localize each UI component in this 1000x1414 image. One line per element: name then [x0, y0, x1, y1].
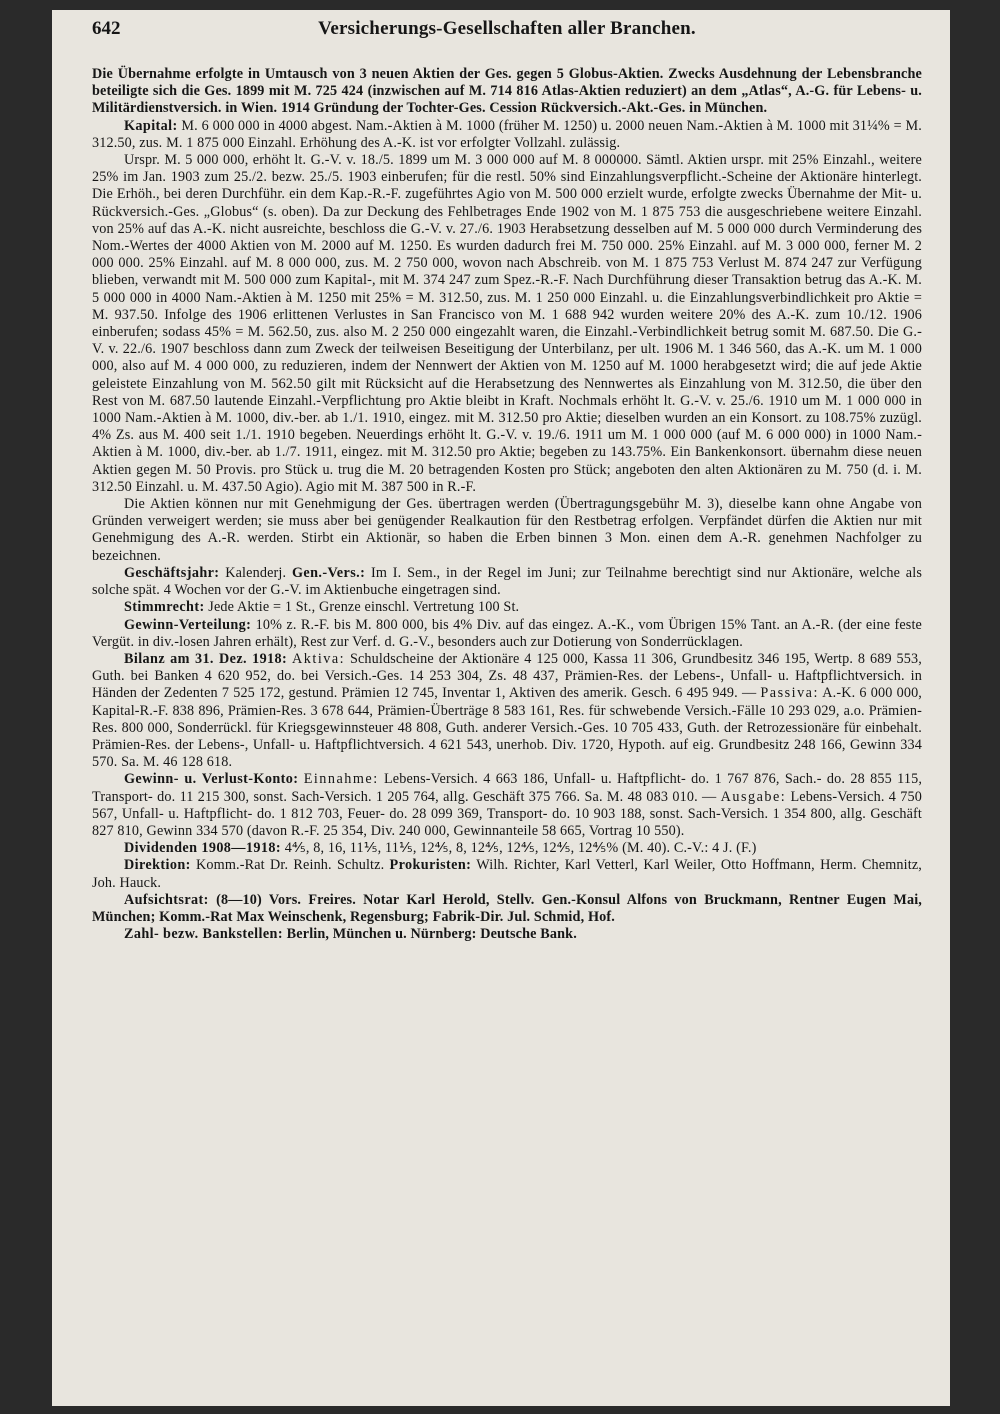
zahlstellen-paragraph	[92, 926, 922, 943]
kapital-text: M. 6 000 000 in 4000 abgest. Nam.-Aktien à M. 1000 (früher M. 1250) u. 2000 neuen Nam.-Aktien à M. 1000 mit 31¼% = M. 312.50, zus. M. 1 875 000 Einzahl. Erhöhung des A.-K. ist vor erfolgter Vollzahl. zulässig.	[92, 117, 922, 151]
stimmrecht-text: Jede Aktie = 1 St., Grenze einschl. Vertretung 100 St.	[204, 599, 520, 616]
gewinn-verteilung-label: Gewinn-Verteilung:	[124, 616, 252, 633]
ausgabe-label: Ausgabe:	[720, 788, 787, 805]
geschaeftsjahr-label: Geschäftsjahr:	[124, 564, 220, 581]
passiva-label: Passiva:	[760, 685, 819, 702]
history-paragraph-1: Urspr. M. 5 000 000, erhöht lt. G.-V. v. 18./5. 1899 um M. 3 000 000 auf M. 8 000000. Sämtl. Aktien urspr. mit 25% Einzahl., weitere 25% im Jan. 1903 zum 25./2. bezw. 25./5. 1903 einberufen; für die restl. 50% sind Einzahlungsverpflicht.-Scheine der Aktionäre hinterlegt. Die Erhöh., bei deren Durchführ. ein dem Kap.-R.-F. zugeführtes Agio von M. 500 000 erzielt wurde, erfolgte zwecks Übernahme der Mit- u. Rückversich.-Ges. „Globus“ (s. oben). Da zur Deckung des Fehlbetrages Ende 1902 von M. 1 875 753 die ausgeschriebene weitere Einzahl. von 25% auf das A.-K. nicht ausreichte, beschloss die G.-V. v. 27./6. 1903 Herabsetzung desselben auf M. 5 000 000 durch Verminderung des Nom.-Wertes der 4000 Aktien von M. 2000 auf M. 1250. Es wurden dadurch frei M. 750 000. 25% Einzahl. auf M. 3 000 000, ferner M. 2 000 000. 25% Einzahl. auf M. 8 000 000, zus. M. 2 750 000, wovon nach Abschreib. von M. 1 875 753 Verlust M. 874 247 zur Verfügung blieben, verwandt mit M. 500 000 zum Kapital-, mit M. 374 247 zum Spez.-R.-F. Nach Durchführung dieser Transaktion betrug das A.-K. M. 5 000 000 in 4000 Nam.-Aktien à M. 1250 mit 25% = M. 312.50, zus. M. 1 250 000 Einzahl. u. die Einzahlungsverbindlichkeit pro Aktie = M. 937.50. Infolge des 1906 erlittenen Verlustes in San Francisco von M. 1 688 942 wurden weitere 20% des A.-K. zum 10./12. 1906 einberufen; sodass 45% = M. 562.50, zus. also M. 2 250 000 eingezahlt waren, die Einzahl.-Verbindlichkeit betrug somit M. 687.50. Die G.-V. v. 22./6. 1907 beschloss dann zum Zweck der teilweisen Beseitigung der Unterbilanz, per ult. 1906 M. 1 346 560, das A.-K. um M. 1 000 000, also auf M. 4 000 000, zu reduzieren, indem der Nennwert der Aktien von M. 1250 auf M. 1000 herabgesetzt wird; die auf jede Aktie geleistete Einzahlung von M. 562.50 gilt mit Rücksicht auf die Herabsetzung des Nennwertes als Einzahlung von M. 312.50, die über den Rest von M. 687.50 lautende Einzahl.-Verpflichtung pro Aktie bleibt in Kraft. Nochmals erhöht lt. G.-V. v. 25./6. 1910 um M. 1 000 000 in 1000 Nam.-Aktien à M. 1000, div.-ber. ab 1./1. 1910, eingez. mit M. 312.50 pro Aktie; dieselben wurden an ein Konsort. zu 108.75% zuzügl. 4% Zs. aus M. 400 seit 1./1. 1910 begeben. Neuerdings erhöht lt. G.-V. v. 19./6. 1911 um M. 1 000 000 (auf M. 6 000 000) in 1000 Nam.-Aktien à M. 1000, div.-ber. ab 1./7. 1911, eingez. mit M. 312.50 pro Aktie; begeben zu 143.75%. Ein Bankenkonsort. übernahm diese neuen Aktien gegen M. 50 Provis. pro Stück u. trug die M. 20 betragenden Kosten pro Stück; angeboten den alten Aktionären zu M. 750 (d. i. M. 312.50 Einzahl. u. M. 437.50 Agio). Agio mit M. 387 500 in R.-F.	[92, 152, 922, 495]
gen-vers-label: Gen.-Vers.:	[291, 564, 366, 581]
prokuristen-label: Prokuristen:	[389, 857, 472, 874]
zahlstellen-text: Berlin, München u. Nürnberg: Deutsche Bank.	[282, 926, 577, 943]
aktiva-label: Aktiva:	[292, 650, 346, 667]
guv-paragraph	[92, 771, 922, 840]
prokuristen-text: Wilh. Richter, Karl Vetterl, Karl Weiler, Otto Hoffmann, Herm. Chemnitz, Joh. Hauck.	[92, 857, 922, 891]
guv-label: Gewinn- u. Verlust-Konto:	[124, 771, 299, 788]
direktion-label: Direktion:	[124, 857, 191, 874]
scanned-page	[52, 10, 950, 1406]
geschaeftsjahr-paragraph	[92, 565, 922, 599]
gen-vers-text: Im I. Sem., in der Regel im Juni; zur Teilnahme berechtigt sind nur Aktionäre, welche als solche spät. 4 Wochen vor der G.-V. im Aktienbuche eingetragen sind.	[92, 564, 923, 599]
kapital-paragraph	[92, 118, 922, 152]
aufsichtsrat-paragraph	[92, 892, 922, 926]
running-title: Versicherungs-Gesellschaften aller Branchen.	[318, 18, 696, 39]
dividenden-label: Dividenden 1908—1918:	[124, 840, 281, 857]
direktion-text: Komm.-Rat Dr. Reinh. Schultz.	[190, 857, 390, 874]
einnahme-label: Einnahme:	[303, 771, 379, 788]
direktion-paragraph	[92, 857, 922, 891]
gewinn-verteilung-paragraph	[92, 617, 922, 651]
kapital-label: Kapital:	[124, 117, 178, 134]
dividenden-text: 4⅘, 8, 16, 11⅕, 11⅕, 12⅘, 8, 12⅘, 12⅘, 12⅘, 12⅘% (M. 40). C.-V.: 4 J. (F.)	[281, 840, 757, 857]
aufsichtsrat-label: Aufsichtsrat:	[124, 891, 209, 908]
stimmrecht-paragraph	[92, 599, 922, 616]
page-number: 642	[92, 18, 121, 39]
page-header	[92, 18, 922, 40]
history-paragraph-2: Die Aktien können nur mit Genehmigung der Ges. übertragen werden (Übertragungsgebühr M. 3), dieselbe kann ohne Angabe von Gründen verweigert werden; sie muss aber bei genügender Realkaution für den Restbetrag erfolgen. Verpfändet dürfen die Aktien nur mit Genehmigung des A.-R. werden. Stirbt ein Aktionär, so haben die Erben binnen 3 Mon. einen dem A.-R. genehmen Nachfolger zu bezeichnen.	[92, 496, 922, 564]
bilanz-label: Bilanz am 31. Dez. 1918:	[124, 650, 288, 667]
intro-paragraph: Die Übernahme erfolgte in Umtausch von 3 neuen Aktien der Ges. gegen 5 Globus-Aktien. Zwecks Ausdehnung der Lebensbranche beteiligte sich die Ges. 1899 mit M. 725 424 (inzwischen auf M. 714 816 Atlas-Aktien reduziert) an dem „Atlas“, A.-G. für Lebens- u. Militärdienstversich. in Wien. 1914 Gründung der Tochter-Ges. Cession Rückversich.-Akt.-Ges. in München.	[92, 66, 922, 117]
einnahme-text: Lebens-Versich. 4 663 186, Unfall- u. Haftpflicht- do. 1 767 876, Sach.- do. 28 855 115, Transport- do. 11 215 300, sonst. Sach-Versich. 1 205 764, allg. Geschäft 375 766. Sa. M. 48 083 010. —	[92, 771, 923, 805]
passiva-text: A.-K. 6 000 000, Kapital-R.-F. 838 896, Prämien-Res. 3 678 644, Prämien-Überträge 8 583 161, Res. für schwebende Versich.-Fälle 10 293 029, a.o. Prämien-Res. 800 000, Sonderrückl. für Kriegsgewinnsteuer 48 808, Guth. anderer Versich.-Ges. 10 705 433, Guth. der Retrozessionäre für einbehalt. Prämien-Res. der Lebens-, Unfall- u. Haftpflichtversich. 4 621 543, unerhob. Div. 1720, Hypoth. auf eig. Grundbesitz 248 166, Gewinn 334 570. Sa. M. 46 128 618.	[92, 685, 923, 771]
dividenden-paragraph	[92, 840, 922, 857]
bilanz-paragraph	[92, 651, 922, 771]
aufsichtsrat-text: (8—10) Vors. Freires. Notar Karl Herold, Stellv. Gen.-Konsul Alfons von Bruckmann, Rentner Eugen Mai, München; Komm.-Rat Max Weinschenk, Regensburg; Fabrik-Dir. Jul. Schmid, Hof.	[92, 891, 922, 925]
aktiva-text: Schuldscheine der Aktionäre 4 125 000, Kassa 11 306, Grundbesitz 346 195, Wertp. 8 689 553, Guth. bei Banken 4 620 952, do. bei Versich.-Ges. 14 253 304, Zs. 48 437, Prämien-Res. der Lebens-, Unfall- u. Haftpflichtversich. in Händen der Zedenten 7 525 172, gestund. Prämien 12 745, Inventar 1, Aktiven des amerik. Gesch. 6 495 949. —	[92, 650, 922, 702]
zahlstellen-label: Zahl- bezw. Bankstellen:	[124, 926, 283, 943]
stimmrecht-label: Stimmrecht:	[124, 599, 205, 616]
geschaeftsjahr-text: Kalenderj.	[219, 564, 292, 581]
gewinn-verteilung-text: 10% z. R.-F. bis M. 800 000, bis 4% Div. auf das eingez. A.-K., vom Übrigen 15% Tant. an A.-R. (der eine feste Vergüt. in div.-losen Jahren erhält), Rest zur Verf. d. G.-V., besonders auch zur Dotierung von Sonderrücklagen.	[92, 616, 922, 650]
ausgabe-text: Lebens-Versich. 4 750 567, Unfall- u. Haftpflicht- do. 1 812 703, Feuer- do. 28 099 369, Transport- do. 10 903 188, sonst. Sach-Versich. 1 354 800, allg. Geschäft 827 810, Gewinn 334 570 (davon R.-F. 25 354, Div. 240 000, Gewinnanteile 58 665, Vortrag 10 550).	[92, 788, 922, 839]
